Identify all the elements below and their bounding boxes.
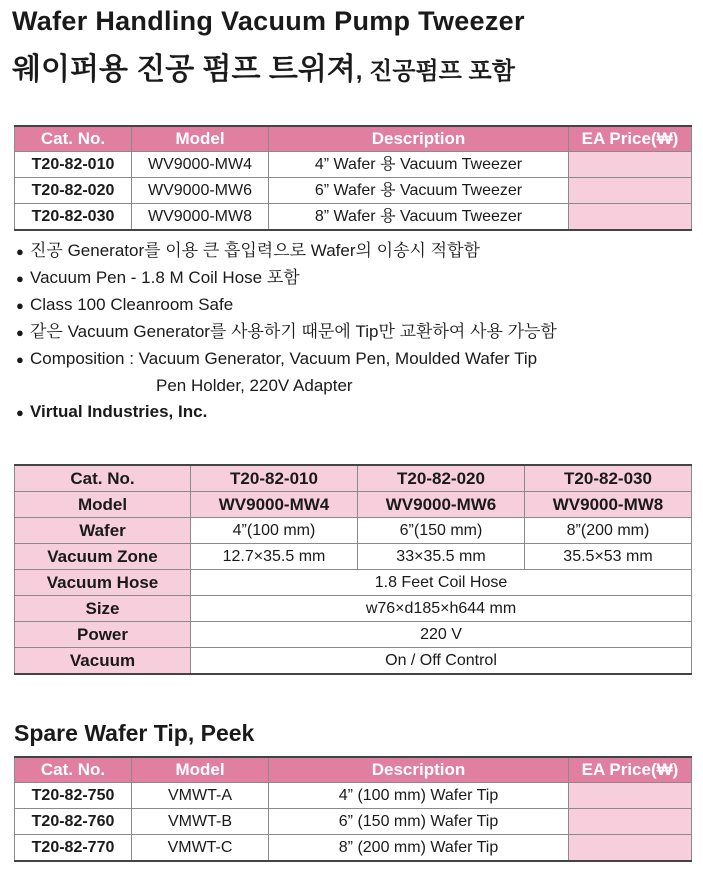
- list-item-text: Composition : Vacuum Generator, Vacuum Pen, Moulded Wafer Tip: [30, 349, 538, 368]
- list-item-text: Vacuum Pen - 1.8 M Coil Hose 포함: [30, 268, 300, 287]
- cat-no-cell: T20-82-020: [358, 465, 525, 492]
- page-title: Wafer Handling Vacuum Pump Tweezer: [12, 6, 525, 36]
- price-cell: [569, 835, 692, 862]
- column-header: Cat. No.: [15, 126, 132, 152]
- description-cell: 4” (100 mm) Wafer Tip: [269, 783, 569, 809]
- model-cell: WV9000-MW4: [191, 492, 358, 518]
- description-cell: 4” Wafer 용 Vacuum Tweezer: [269, 152, 569, 178]
- description-cell: 8” Wafer 용 Vacuum Tweezer: [269, 204, 569, 231]
- column-header: EA Price(₩): [569, 757, 692, 783]
- bullet-icon: ●: [16, 244, 24, 259]
- table-row: [15, 518, 692, 544]
- column-header: Model: [132, 757, 269, 783]
- table-row: [15, 809, 692, 835]
- spec-table: [14, 464, 692, 675]
- column-header: Cat. No.: [15, 757, 132, 783]
- row-label: Vacuum: [15, 648, 191, 675]
- table-row: [15, 622, 692, 648]
- cat-no-cell: T20-82-760: [15, 809, 132, 835]
- column-header: Model: [132, 126, 269, 152]
- wafer-cell: 6”(150 mm): [358, 518, 525, 544]
- column-header: Description: [269, 757, 569, 783]
- model-cell: WV9000-MW6: [132, 178, 269, 204]
- model-cell: VMWT-A: [132, 783, 269, 809]
- vacuum-cell: On / Off Control: [191, 648, 692, 675]
- list-item-text: 같은 Vacuum Generator를 사용하기 때문에 Tip만 교환하여 사용 가능함: [30, 322, 557, 341]
- model-cell: VMWT-C: [132, 835, 269, 862]
- bullet-icon: ●: [16, 405, 24, 420]
- table-row: [15, 544, 692, 570]
- table-row: [15, 648, 692, 675]
- table-row: [15, 492, 692, 518]
- table-row: [15, 783, 692, 809]
- price-cell: [569, 204, 692, 231]
- bullet-icon: ●: [16, 271, 24, 286]
- table-row: [15, 204, 692, 231]
- bullet-icon: ●: [16, 352, 24, 367]
- description-cell: 6” (150 mm) Wafer Tip: [269, 809, 569, 835]
- list-item-continuation: Pen Holder, 220V Adapter: [156, 376, 353, 395]
- bullet-icon: ●: [16, 298, 24, 313]
- cat-no-cell: T20-82-030: [525, 465, 692, 492]
- vacuum-zone-cell: 33×35.5 mm: [358, 544, 525, 570]
- cat-no-cell: T20-82-770: [15, 835, 132, 862]
- spare-tip-table: [14, 756, 692, 862]
- column-header: Description: [269, 126, 569, 152]
- model-cell: WV9000-MW6: [358, 492, 525, 518]
- model-cell: WV9000-MW8: [132, 204, 269, 231]
- row-label: Model: [15, 492, 191, 518]
- column-header: EA Price(₩): [569, 126, 692, 152]
- row-label: Vacuum Zone: [15, 544, 191, 570]
- model-cell: WV9000-MW8: [525, 492, 692, 518]
- model-cell: VMWT-B: [132, 809, 269, 835]
- table-header-row: [15, 757, 692, 783]
- table-row: [15, 465, 692, 492]
- list-item-text: Class 100 Cleanroom Safe: [30, 295, 234, 314]
- cat-no-cell: T20-82-030: [15, 204, 132, 231]
- list-item: [16, 319, 557, 346]
- list-item: [16, 238, 557, 265]
- table-row: [15, 835, 692, 862]
- cat-no-cell: T20-82-010: [191, 465, 358, 492]
- row-label: Vacuum Hose: [15, 570, 191, 596]
- vacuum-zone-cell: 12.7×35.5 mm: [191, 544, 358, 570]
- row-label: Power: [15, 622, 191, 648]
- table-row: [15, 596, 692, 622]
- product-table: [14, 125, 692, 231]
- vacuum-hose-cell: 1.8 Feet Coil Hose: [191, 570, 692, 596]
- table-header-row: [15, 126, 692, 152]
- row-label: Size: [15, 596, 191, 622]
- vacuum-zone-cell: 35.5×53 mm: [525, 544, 692, 570]
- korean-title-suffix: , 진공펌프 포함: [355, 58, 515, 85]
- size-cell: w76×d185×h644 mm: [191, 596, 692, 622]
- cat-no-cell: T20-82-020: [15, 178, 132, 204]
- list-item: [16, 292, 557, 319]
- bullet-icon: ●: [16, 325, 24, 340]
- list-item: [16, 399, 557, 426]
- wafer-cell: 8”(200 mm): [525, 518, 692, 544]
- table-row: [15, 570, 692, 596]
- list-item: [16, 346, 557, 373]
- cat-no-cell: T20-82-010: [15, 152, 132, 178]
- feature-list: [16, 238, 557, 426]
- korean-title: 웨이퍼용 진공 펌프 트위져: [12, 53, 356, 86]
- page-subtitle-korean: [12, 44, 515, 88]
- list-item: [16, 265, 557, 292]
- price-cell: [569, 178, 692, 204]
- price-cell: [569, 809, 692, 835]
- section-title: Spare Wafer Tip, Peek: [14, 720, 255, 746]
- row-label: Wafer: [15, 518, 191, 544]
- model-cell: WV9000-MW4: [132, 152, 269, 178]
- description-cell: 6” Wafer 용 Vacuum Tweezer: [269, 178, 569, 204]
- list-item-text: 진공 Generator를 이용 큰 흡입력으로 Wafer의 이송시 적합함: [30, 241, 480, 260]
- description-cell: 8” (200 mm) Wafer Tip: [269, 835, 569, 862]
- power-cell: 220 V: [191, 622, 692, 648]
- table-row: [15, 178, 692, 204]
- wafer-cell: 4”(100 mm): [191, 518, 358, 544]
- table-row: [15, 152, 692, 178]
- cat-no-cell: T20-82-750: [15, 783, 132, 809]
- row-label: Cat. No.: [15, 465, 191, 492]
- price-cell: [569, 783, 692, 809]
- price-cell: [569, 152, 692, 178]
- manufacturer-name: Virtual Industries, Inc.: [30, 402, 208, 421]
